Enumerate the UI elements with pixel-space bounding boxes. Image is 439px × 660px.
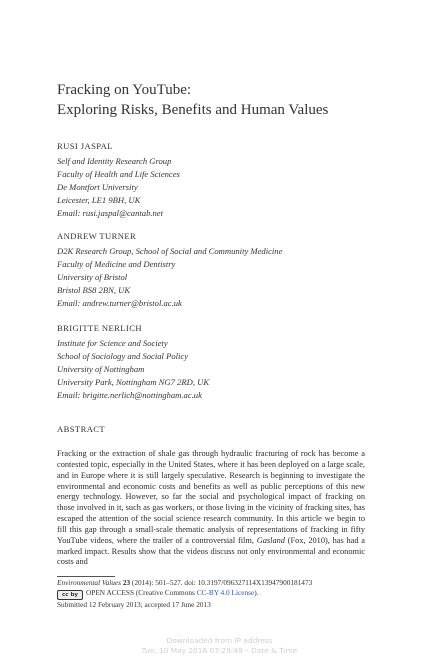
submission-dates: Submitted 12 February 2013; accepted 17 June 2013 [57, 600, 211, 609]
affiliation-line: Faculty of Medicine and Dentistry [57, 258, 176, 269]
author-email[interactable]: Email: brigitte.nerlich@nottingham.ac.uk [57, 389, 202, 400]
abstract-text-cont: (Fox, 2010), has had a marked impact. Results show that the videos discuss not only environmental and economic costs and [57, 535, 366, 567]
abstract-text: Fracking or the extraction of shale gas through hydraulic fracturing of rock has become a contested topic, especially in the United States, where it has been deployed on a large scale, and in Europe where it is still largely speculative. Research is beginning to investigate the environmental and economic costs and benefits as well as public perceptions of this new energy technology. However, so far the social and psychological impact of fracking on those involved in it, such as gas workers, or those living in the vicinity of fracking sites, has escaped the attention of the social science research community. In this article we begin to fill this gap through a small-scale thematic analysis of representations of fracking in fifty YouTube videos, where the trailer of a controversial film, [57, 449, 365, 545]
author-email[interactable]: Email: rusi.jaspal@cantab.net [57, 207, 164, 218]
journal-volume: 23 [122, 578, 131, 587]
author-affiliation-3 [57, 337, 209, 402]
watermark-line-1: Downloaded from IP address [166, 636, 273, 645]
title-line-2: Exploring Risks, Benefits and Human Values [57, 102, 329, 118]
author-name-1: RUSI JASPAL [57, 141, 113, 151]
open-access-end: ). [254, 588, 259, 597]
author-name-3: BRIGITTE NERLICH [57, 323, 142, 333]
affiliation-line: Bristol BS8 2BN, UK [57, 284, 131, 295]
affiliation-line: Leicester, LE1 9BH, UK [57, 194, 141, 205]
affiliation-line: School of Sociology and Social Policy [57, 350, 189, 361]
article-title [57, 80, 328, 120]
affiliation-line: University Park, Nottingham NG7 2RD, UK [57, 376, 210, 387]
author-email[interactable]: Email: andrew.turner@bristol.ac.uk [57, 297, 182, 308]
download-watermark [0, 636, 439, 656]
journal-name: Environmental Values [57, 578, 121, 587]
open-access-text: OPEN ACCESS (Creative Commons [86, 588, 197, 597]
affiliation-line: De Montfort University [57, 181, 138, 192]
film-title: Gasland [256, 535, 285, 545]
abstract-body [57, 449, 365, 568]
license-line [57, 588, 312, 600]
affiliation-line: Self and Identity Research Group [57, 156, 172, 166]
citation-details: (2014): 501–527. doi: 10.3197/096327114X13947900181473 [130, 578, 313, 587]
author-name-2: ANDREW TURNER [57, 231, 137, 241]
watermark-line-2: Tue, 10 May 2016 07:29:49 – Date & Time [141, 646, 298, 655]
author-affiliation-1 [57, 155, 180, 220]
license-link[interactable]: CC-BY 4.0 License [196, 588, 255, 597]
author-affiliation-2 [57, 245, 282, 310]
abstract-heading: ABSTRACT [57, 424, 106, 434]
cc-license-icon: cc by [57, 590, 83, 600]
publication-footer [57, 578, 312, 610]
title-line-1: Fracking on YouTube: [57, 82, 192, 98]
affiliation-line: Institute for Science and Society [57, 338, 168, 348]
affiliation-line: Faculty of Health and Life Sciences [57, 168, 180, 179]
affiliation-line: University of Bristol [57, 271, 128, 282]
affiliation-line: D2K Research Group, School of Social and Community Medicine [57, 246, 283, 256]
footnote-rule [57, 576, 115, 577]
citation-line [57, 578, 312, 588]
affiliation-line: University of Nottingham [57, 363, 145, 374]
